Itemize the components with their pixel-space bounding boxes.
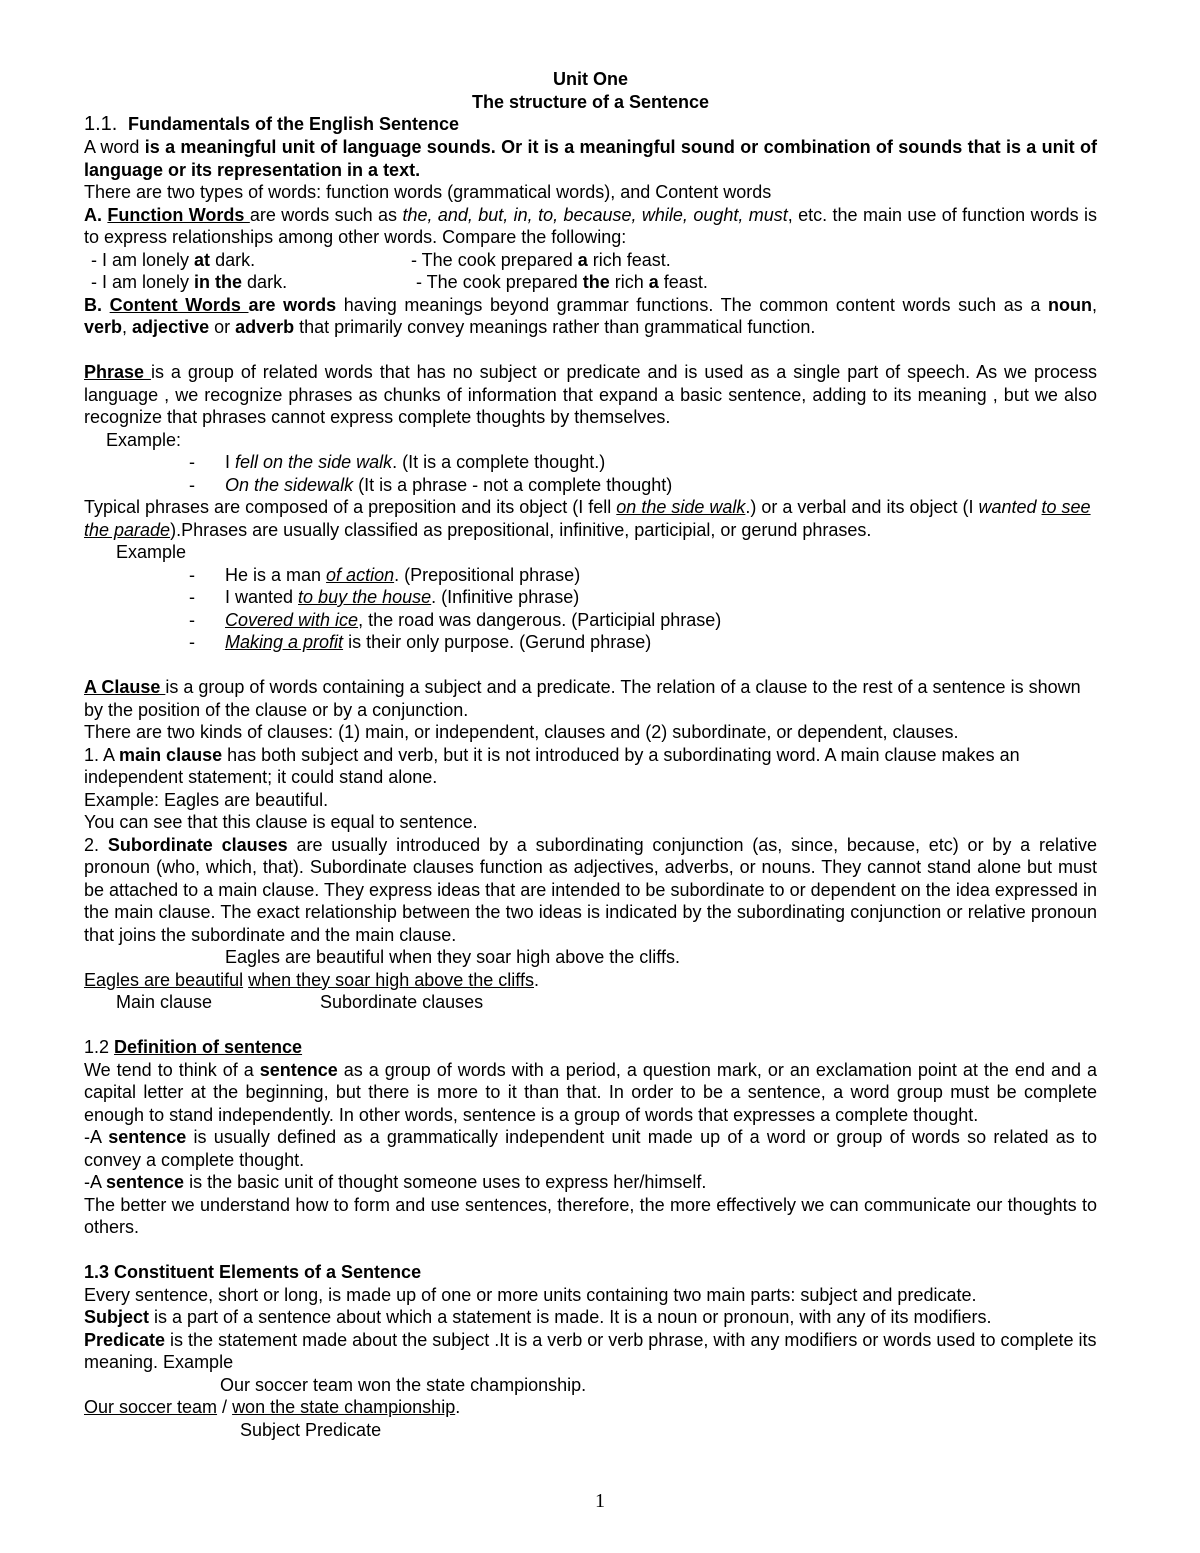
- predicate-definition: Predicate is the statement made about the subject .It is a verb or verb phrase, with any modifiers or words used to complete its meaning. Example: [84, 1329, 1097, 1372]
- sentence-definition-3: -A sentence is the basic unit of thought someone uses to express her/himself.: [84, 1172, 707, 1192]
- subordinate-example-analysis: Eagles are beautiful when they soar high above the cliffs.: [84, 969, 539, 990]
- spacer: [84, 1014, 1097, 1037]
- section-1-2-heading: 1.2 Definition of sentence: [84, 1037, 303, 1057]
- clause-labels: Main clause Subordinate clauses: [116, 992, 484, 1012]
- list-item: - He is a man of action. (Prepositional phrase): [189, 564, 581, 585]
- document-title: The structure of a Sentence: [471, 91, 710, 112]
- section-number: 1.1.: [84, 113, 118, 135]
- document-page: [84, 68, 1097, 1441]
- constituent-example-analysis: Our soccer team / won the state championship.: [84, 1397, 461, 1417]
- list-item: - Covered with ice, the road was dangerous. (Participial phrase): [189, 609, 722, 630]
- constituent-labels: Subject Predicate: [240, 1419, 382, 1440]
- subordinate-example: Eagles are beautiful when they soar high above the cliffs.: [225, 947, 680, 967]
- spacer: [84, 339, 1097, 362]
- list-item: - I fell on the side walk. (It is a complete thought.): [189, 452, 606, 472]
- word-types: There are two types of words: function words (grammatical words), and Content words: [84, 182, 772, 202]
- subject-definition: Subject is a part of a sentence about which a statement is made. It is a noun or pronoun, with any of its modifiers.: [84, 1307, 992, 1327]
- spacer: [84, 1239, 1097, 1262]
- sentence-definition-4: The better we understand how to form and use sentences, therefore, the more effectively we can communicate our thoughts to others.: [84, 1194, 1097, 1237]
- main-clause-paragraph: 1. A main clause has both subject and verb, but it is not introduced by a subordinating word. A main clause makes an independent statement; it could stand alone.: [84, 744, 1020, 787]
- typical-phrases-paragraph: Typical phrases are composed of a preposition and its object (I fell on the side walk.) or a verbal and its object (I wanted to see the parade).Phrases are usually classified as prepositional, infinitive, participial, or gerund phrases.: [84, 497, 1091, 540]
- spacer: [84, 654, 1097, 677]
- constituent-example: Our soccer team won the state championship.: [220, 1374, 587, 1395]
- list-item: - I wanted to buy the house. (Infinitive phrase): [189, 587, 580, 607]
- compare-row-1: - I am lonely at dark. - The cook prepared a rich feast.: [91, 249, 671, 270]
- subordinate-clause-paragraph: 2. Subordinate clauses are usually introduced by a subordinating conjunction (as, since, because, etc) or by a relative pronoun (who, which, that). Subordinate clauses function as adjectives, adverbs, or nouns. They cannot stand alone but must be attached to a main clause. They express ideas that are intended to be subordinate to or dependent on the idea expressed in the main clause. The exact relationship between the two ideas is indicated by the subordinating conjunction or relative pronoun that joins the subordinate and the main clause.: [84, 834, 1097, 945]
- compare-row-2: - I am lonely in the dark. - The cook prepared the rich a feast.: [91, 272, 708, 292]
- function-words-paragraph: A. Function Words are words such as the, and, but, in, to, because, while, ought, must, etc. the main use of function words is to express relationships among other words. Compare the following:: [84, 204, 1097, 247]
- unit-title: Unit One: [553, 69, 628, 89]
- phrase-paragraph: Phrase is a group of related words that has no subject or predicate and is used as a single part of speech. As we process language , we recognize phrases as chunks of information that expand a basic sentence, adding to its meaning , but we also recognize that phrases cannot express complete thoughts by themselves.: [84, 362, 1097, 427]
- content-words-paragraph: B. Content Words are words having meanings beyond grammar functions. The common content words such as a noun, verb, adjective or adverb that primarily convey meanings rather than grammatical function.: [84, 294, 1097, 337]
- section-1-3-heading: 1.3 Constituent Elements of a Sentence: [84, 1262, 422, 1282]
- page-number: 1: [595, 1490, 605, 1512]
- main-clause-example: Example: Eagles are beautiful.: [84, 789, 329, 810]
- constituent-paragraph: Every sentence, short or long, is made up of one or more units containing two main parts: subject and predicate.: [84, 1284, 977, 1305]
- sentence-definition-1: We tend to think of a sentence as a group of words with a period, a question mark, or an exclamation point at the end and a capital letter at the beginning, but there is more to it than that. In order to be a sentence, a word group must be complete enough to stand independently. In other words, sentence is a group of words that expresses a complete thought.: [84, 1059, 1097, 1125]
- main-clause-note: You can see that this clause is equal to sentence.: [84, 812, 478, 832]
- sentence-definition-2: -A sentence is usually defined as a grammatically independent unit made up of a word or group of words so related as to convey a complete thought.: [84, 1127, 1097, 1170]
- example-label: Example:: [106, 429, 182, 450]
- section-heading: Fundamentals of the English Sentence: [128, 114, 460, 134]
- list-item: - Making a profit is their only purpose. (Gerund phrase): [189, 632, 652, 652]
- list-item: - On the sidewalk (It is a phrase - not a complete thought): [189, 474, 673, 495]
- example-label: Example: [116, 542, 187, 562]
- section-1-1-heading: [84, 113, 1097, 136]
- clause-paragraph: A Clause is a group of words containing a subject and a predicate. The relation of a clause to the rest of a sentence is shown by the position of the clause or by a conjunction.: [84, 677, 1081, 720]
- word-definition: A word is a meaningful unit of language sounds. Or it is a meaningful sound or combination of sounds that is a unit of language or its representation in a text.: [84, 137, 1097, 180]
- clause-kinds: There are two kinds of clauses: (1) main, or independent, clauses and (2) subordinate, or dependent, clauses.: [84, 722, 959, 742]
